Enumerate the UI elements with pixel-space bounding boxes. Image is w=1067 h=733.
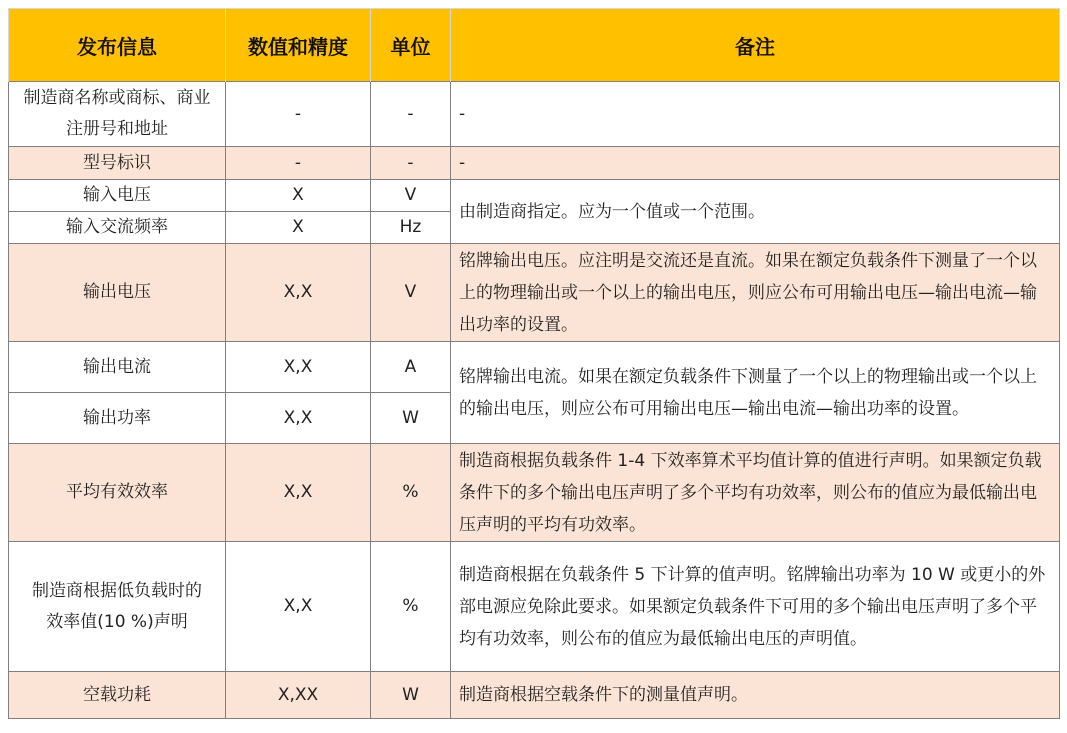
info-table bbox=[8, 8, 1060, 719]
cell-item: 输入交流频率 bbox=[9, 212, 226, 244]
header-unit: 单位 bbox=[371, 9, 451, 82]
header-row bbox=[9, 9, 1060, 82]
cell-value: - bbox=[226, 82, 371, 147]
cell-value: X,X bbox=[226, 444, 371, 542]
cell-item: 制造商名称或商标、商业注册号和地址 bbox=[9, 82, 226, 147]
cell-unit: % bbox=[371, 542, 451, 672]
table-row bbox=[9, 672, 1060, 719]
cell-item: 型号标识 bbox=[9, 147, 226, 180]
header-value: 数值和精度 bbox=[226, 9, 371, 82]
cell-item: 空载功耗 bbox=[9, 672, 226, 719]
cell-unit: V bbox=[371, 180, 451, 212]
cell-unit: V bbox=[371, 244, 451, 342]
cell-note: - bbox=[451, 82, 1060, 147]
cell-value: X bbox=[226, 212, 371, 244]
cell-item: 制造商根据低负载时的效率值(10 %)声明 bbox=[9, 542, 226, 672]
table-row bbox=[9, 244, 1060, 342]
cell-note: 制造商根据负载条件 1-4 下效率算术平均值计算的值进行声明。如果额定负载条件下的多个输出电压声明了多个平均有功效率，则公布的值应为最低输出电压声明的平均有功效率。 bbox=[451, 444, 1060, 542]
cell-unit: W bbox=[371, 393, 451, 444]
table-row bbox=[9, 342, 1060, 393]
cell-item: 输入电压 bbox=[9, 180, 226, 212]
table-row bbox=[9, 444, 1060, 542]
cell-note: 制造商根据空载条件下的测量值声明。 bbox=[451, 672, 1060, 719]
cell-unit: - bbox=[371, 147, 451, 180]
header-note: 备注 bbox=[451, 9, 1060, 82]
cell-note: - bbox=[451, 147, 1060, 180]
cell-item: 输出功率 bbox=[9, 393, 226, 444]
cell-value: X,X bbox=[226, 342, 371, 393]
cell-note: 铭牌输出电压。应注明是交流还是直流。如果在额定负载条件下测量了一个以上的物理输出或一个以上的输出电压，则应公布可用输出电压—输出电流—输出功率的设置。 bbox=[451, 244, 1060, 342]
cell-unit: Hz bbox=[371, 212, 451, 244]
cell-value: X,X bbox=[226, 542, 371, 672]
cell-unit: W bbox=[371, 672, 451, 719]
table-row bbox=[9, 147, 1060, 180]
cell-value: X,XX bbox=[226, 672, 371, 719]
cell-value: X bbox=[226, 180, 371, 212]
cell-unit: - bbox=[371, 82, 451, 147]
cell-unit: % bbox=[371, 444, 451, 542]
cell-unit: A bbox=[371, 342, 451, 393]
cell-note: 制造商根据在负载条件 5 下计算的值声明。铭牌输出功率为 10 W 或更小的外部电源应免除此要求。如果额定负载条件下可用的多个输出电压声明了多个平均有功效率，则公布的值应为最低输出电压的声明值。 bbox=[451, 542, 1060, 672]
table-row bbox=[9, 542, 1060, 672]
cell-item: 输出电流 bbox=[9, 342, 226, 393]
cell-value: X,X bbox=[226, 393, 371, 444]
cell-item: 输出电压 bbox=[9, 244, 226, 342]
cell-note: 由制造商指定。应为一个值或一个范围。 bbox=[451, 180, 1060, 244]
table-row bbox=[9, 82, 1060, 147]
cell-value: - bbox=[226, 147, 371, 180]
table-row bbox=[9, 180, 1060, 212]
cell-item: 平均有效效率 bbox=[9, 444, 226, 542]
cell-value: X,X bbox=[226, 244, 371, 342]
cell-note: 铭牌输出电流。如果在额定负载条件下测量了一个以上的物理输出或一个以上的输出电压，则应公布可用输出电压—输出电流—输出功率的设置。 bbox=[451, 342, 1060, 444]
header-info: 发布信息 bbox=[9, 9, 226, 82]
